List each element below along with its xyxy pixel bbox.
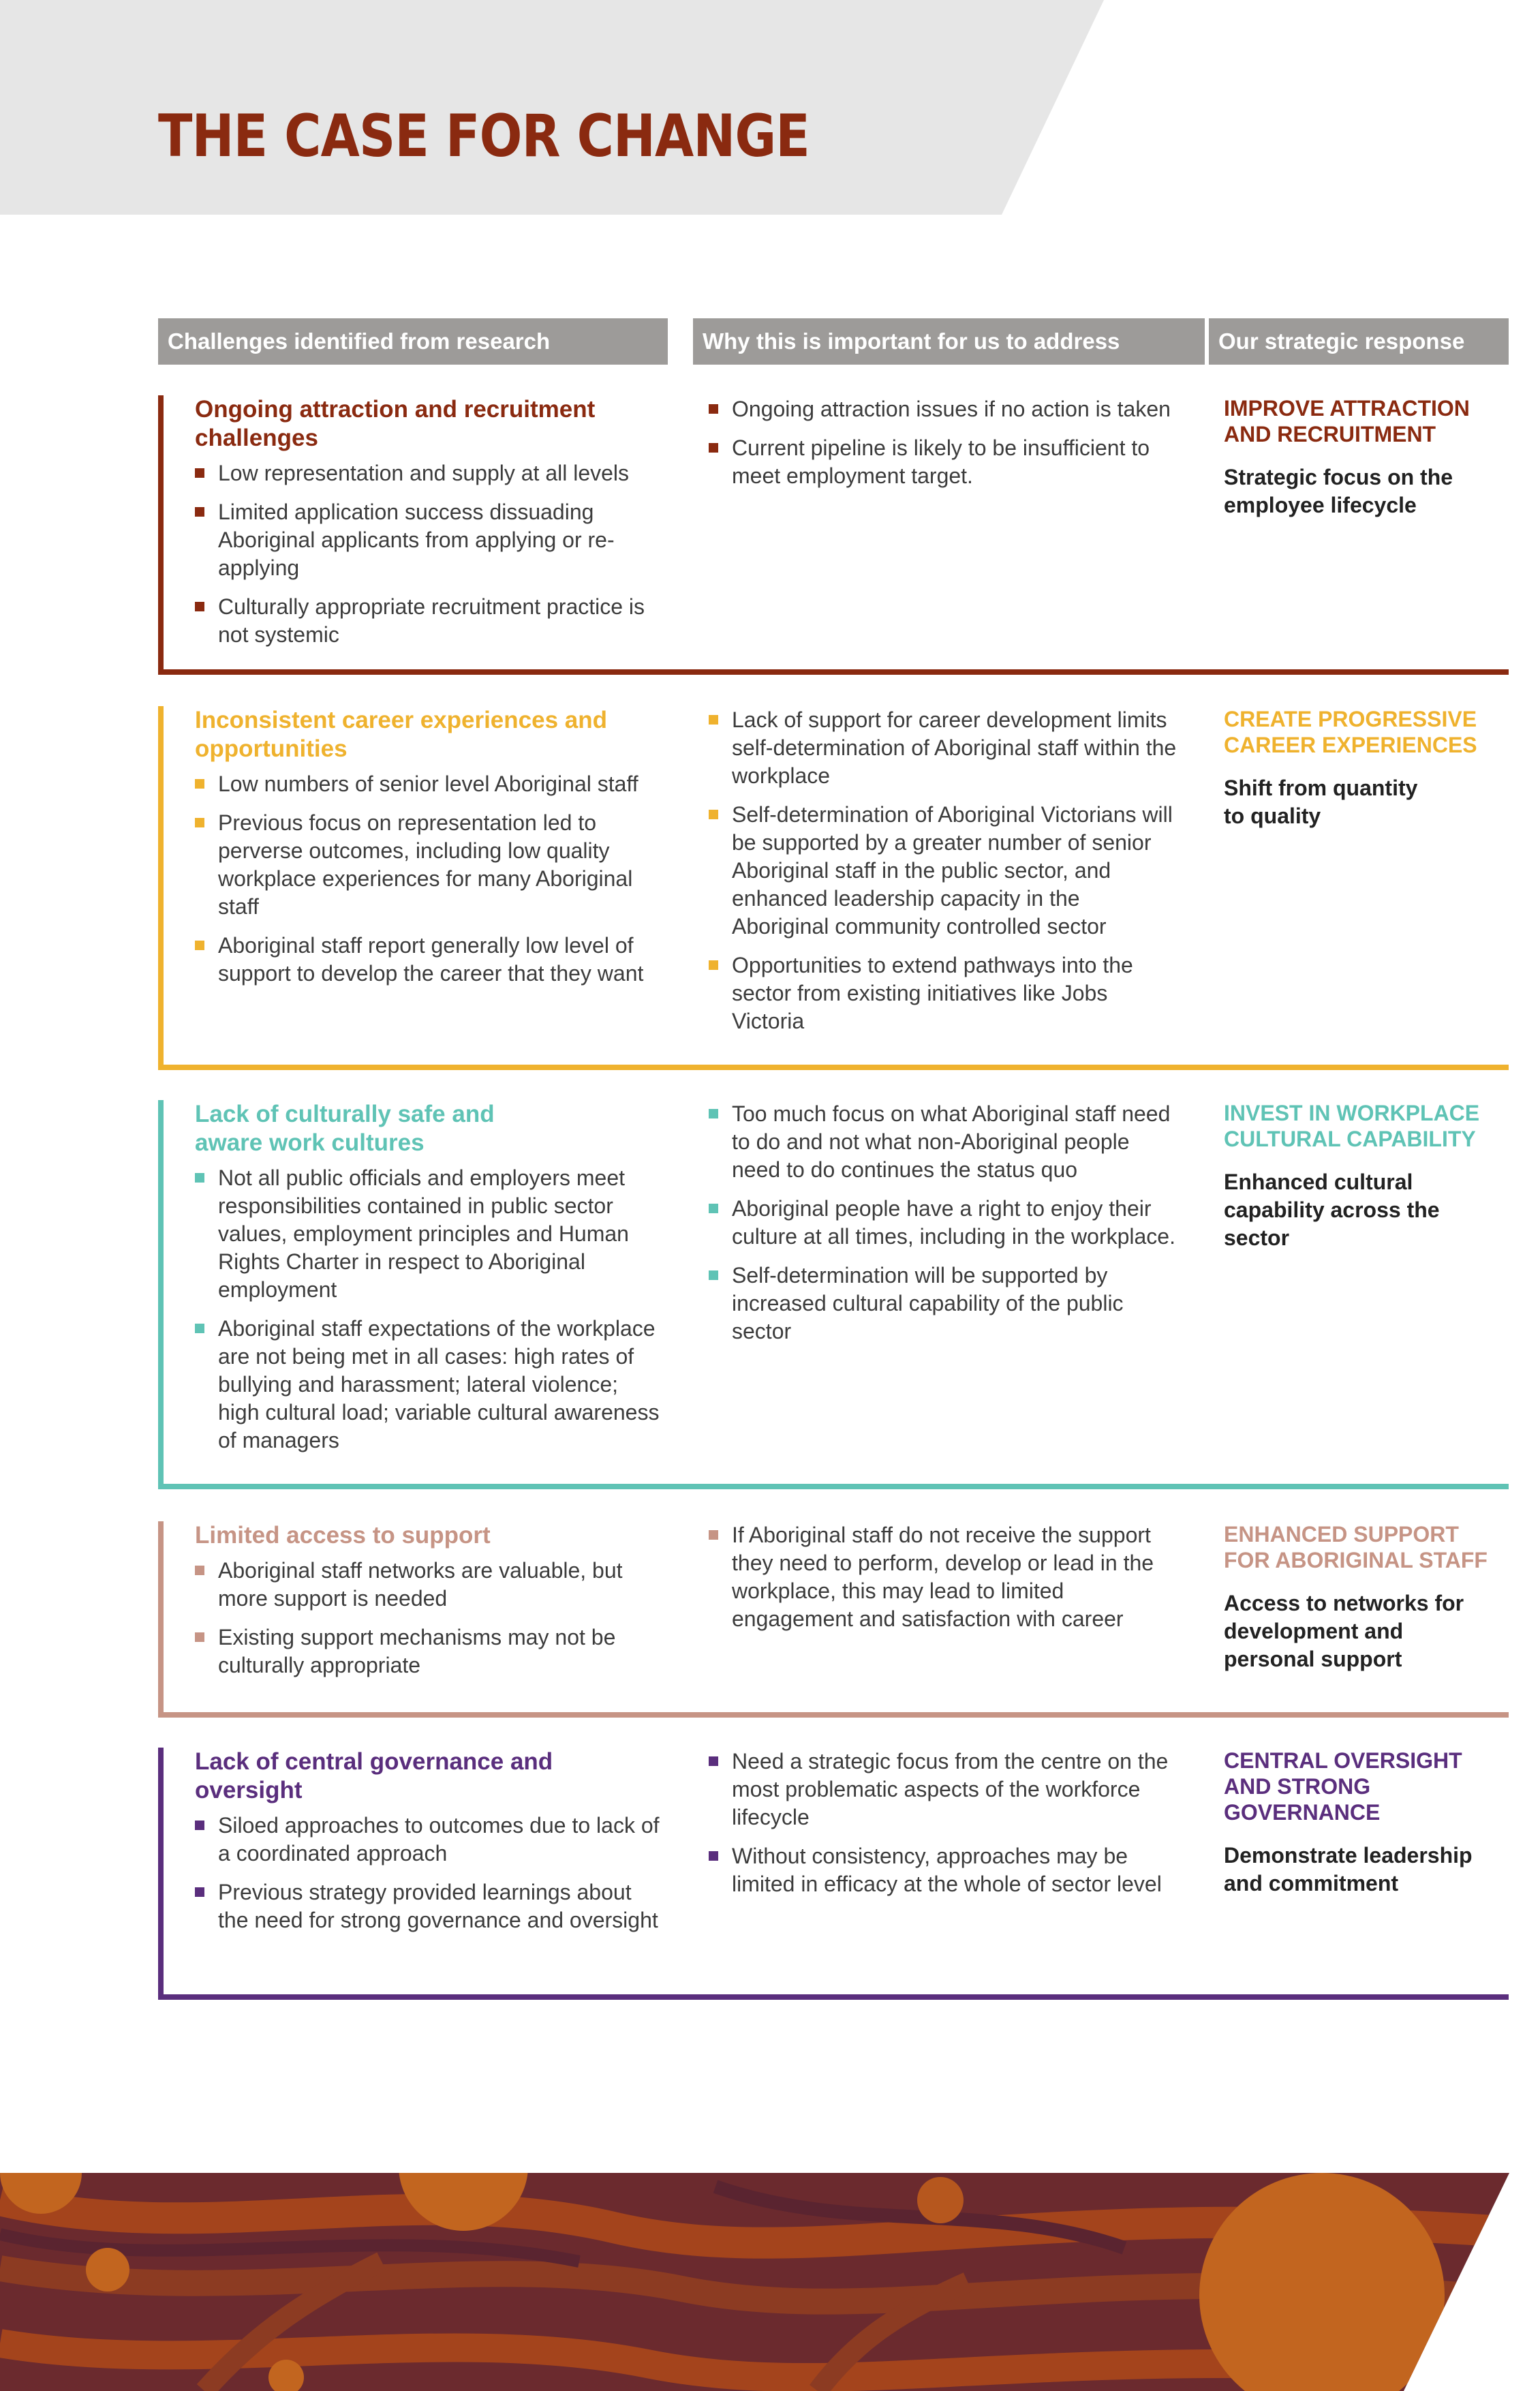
reason-item: [709, 1195, 1179, 1251]
bullet-square-icon: [709, 715, 718, 725]
challenge-title: Lack of central governance and oversight: [195, 1748, 553, 1803]
challenge-text: Existing support mechanisms may not be culturally appropriate: [218, 1625, 616, 1677]
reason-item: [709, 1842, 1179, 1898]
challenge-item: [195, 1878, 665, 1934]
challenge-item: [195, 770, 665, 798]
challenge-title: Ongoing attraction and recruitment challenges: [195, 396, 596, 451]
reason-item: [709, 706, 1179, 790]
bullet-square-icon: [709, 1204, 718, 1213]
challenge-title: Lack of culturally safe and aware work cultures: [195, 1101, 495, 1156]
section-governance: [158, 1748, 1509, 2000]
reason-item: [709, 951, 1179, 1035]
bullet-square-icon: [709, 1851, 718, 1861]
response-title: CENTRAL OVERSIGHT AND STRONG GOVERNANCE: [1224, 1748, 1462, 1825]
bullet-square-icon: [195, 468, 204, 478]
response-text: Access to networks for development and personal support: [1224, 1591, 1464, 1671]
reason-text: Self-determination of Aboriginal Victorians will be supported by a greater number of senior Aboriginal staff in the public sector, and enhanced leadership capacity in the Aboriginal community controlled sector: [732, 802, 1173, 939]
section-support: [158, 1521, 1509, 1718]
challenge-item: [195, 1164, 665, 1304]
challenge-item: [195, 1315, 665, 1455]
reason-item: [709, 1262, 1179, 1345]
response-text: Strategic focus on the employee lifecycle: [1224, 465, 1453, 517]
challenge-text: Aboriginal staff expectations of the workplace are not being met in all cases: high rates of bullying and harassment; lateral violence; high cultural load; variable cultural awareness of managers: [218, 1316, 660, 1452]
column-header-response: Our strategic response: [1209, 318, 1509, 365]
reason-text: Aboriginal people have a right to enjoy their culture at all times, including in the workplace.: [732, 1196, 1175, 1249]
challenge-item: [195, 932, 665, 988]
section-attraction-recruitment: [158, 395, 1509, 675]
bullet-square-icon: [195, 1566, 204, 1575]
challenge-text: Aboriginal staff report generally low level of support to develop the career that they want: [218, 933, 644, 986]
column-header-challenges: Challenges identified from research: [158, 318, 668, 365]
column-header-why: Why this is important for us to address: [693, 318, 1205, 365]
page-title: THE CASE FOR CHANGE: [158, 102, 810, 170]
challenge-text: Not all public officials and employers meet responsibilities contained in public sector values, employment principles and Human Rights Charter in respect to Aboriginal employment: [218, 1166, 629, 1302]
response-text: Demonstrate leadership and commitment: [1224, 1843, 1473, 1895]
reason-item: [709, 1521, 1179, 1633]
footer-artwork: [0, 2173, 1540, 2391]
bullet-square-icon: [195, 1821, 204, 1830]
response-text: Shift from quantity to quality: [1224, 776, 1418, 828]
reason-item: [709, 1748, 1179, 1831]
reason-item: [709, 1100, 1179, 1184]
reason-list: [709, 1100, 1179, 1356]
bullet-square-icon: [195, 779, 204, 789]
bullet-square-icon: [195, 602, 204, 611]
reason-item: [709, 801, 1179, 941]
reason-text: Too much focus on what Aboriginal staff need to do and not what non-Aboriginal people need to do continues the status quo: [732, 1101, 1171, 1182]
reason-text: Without consistency, approaches may be limited in efficacy at the whole of sector level: [732, 1844, 1162, 1896]
challenge-item: [195, 459, 665, 487]
reason-text: Lack of support for career development limits self-determination of Aboriginal staff within the workplace: [732, 707, 1177, 788]
challenge-text: Aboriginal staff networks are valuable, but more support is needed: [218, 1558, 623, 1611]
bullet-square-icon: [709, 960, 718, 970]
reason-item: [709, 395, 1179, 423]
bullet-square-icon: [709, 810, 718, 819]
reason-item: [709, 434, 1179, 490]
challenge-list: [195, 1557, 665, 1690]
bullet-square-icon: [709, 1270, 718, 1280]
response-text: Enhanced cultural capability across the sector: [1224, 1170, 1440, 1250]
bullet-square-icon: [195, 1173, 204, 1183]
challenge-text: Low representation and supply at all levels: [218, 461, 630, 485]
reason-text: Need a strategic focus from the centre on the most problematic aspects of the workforce lifecycle: [732, 1749, 1169, 1829]
challenge-item: [195, 1812, 665, 1868]
section-career-experiences: [158, 706, 1509, 1070]
bullet-square-icon: [709, 1109, 718, 1118]
response-title: ENHANCED SUPPORT FOR ABORIGINAL STAFF: [1224, 1522, 1488, 1572]
bullet-square-icon: [195, 941, 204, 950]
reason-text: Self-determination will be supported by increased cultural capability of the public sector: [732, 1263, 1124, 1343]
reason-text: Current pipeline is likely to be insufficient to meet employment target.: [732, 436, 1150, 488]
challenge-item: [195, 809, 665, 921]
challenge-text: Siloed approaches to outcomes due to lack of a coordinated approach: [218, 1813, 660, 1865]
bullet-square-icon: [195, 818, 204, 827]
bullet-square-icon: [709, 1530, 718, 1540]
challenge-list: [195, 1164, 665, 1465]
challenge-list: [195, 459, 665, 660]
challenge-list: [195, 1812, 665, 1945]
reason-text: Opportunities to extend pathways into the sector from existing initiatives like Jobs Victoria: [732, 953, 1133, 1033]
bullet-square-icon: [195, 1887, 204, 1897]
challenge-item: [195, 498, 665, 582]
challenge-list: [195, 770, 665, 999]
reason-text: If Aboriginal staff do not receive the support they need to perform, develop or lead in the workplace, this may lead to limited engagement and satisfaction with career: [732, 1523, 1154, 1631]
challenge-text: Previous focus on representation led to perverse outcomes, including low quality workplace experiences for many Aboriginal staff: [218, 810, 633, 919]
challenge-item: [195, 593, 665, 649]
challenge-title: Limited access to support: [195, 1522, 491, 1549]
reason-text: Ongoing attraction issues if no action is taken: [732, 397, 1171, 421]
bullet-square-icon: [195, 1632, 204, 1642]
response-title: IMPROVE ATTRACTION AND RECRUITMENT: [1224, 396, 1470, 446]
section-cultural-capability: [158, 1100, 1509, 1489]
challenge-text: Previous strategy provided learnings about the need for strong governance and oversight: [218, 1880, 658, 1932]
bullet-square-icon: [709, 443, 718, 453]
challenge-text: Low numbers of senior level Aboriginal staff: [218, 772, 638, 796]
bullet-square-icon: [709, 1756, 718, 1766]
challenge-item: [195, 1624, 665, 1679]
challenge-text: Culturally appropriate recruitment practice is not systemic: [218, 594, 645, 647]
challenge-item: [195, 1557, 665, 1613]
reason-list: [709, 706, 1179, 1046]
response-title: INVEST IN WORKPLACE CULTURAL CAPABILITY: [1224, 1101, 1480, 1151]
challenge-title: Inconsistent career experiences and opportunities: [195, 707, 607, 762]
response-title: CREATE PROGRESSIVE CAREER EXPERIENCES: [1224, 707, 1477, 757]
reason-list: [709, 395, 1179, 501]
bullet-square-icon: [709, 404, 718, 414]
bullet-square-icon: [195, 507, 204, 517]
challenge-text: Limited application success dissuading Aboriginal applicants from applying or re-applying: [218, 500, 615, 580]
reason-list: [709, 1748, 1179, 1909]
bullet-square-icon: [195, 1324, 204, 1333]
reason-list: [709, 1521, 1179, 1644]
